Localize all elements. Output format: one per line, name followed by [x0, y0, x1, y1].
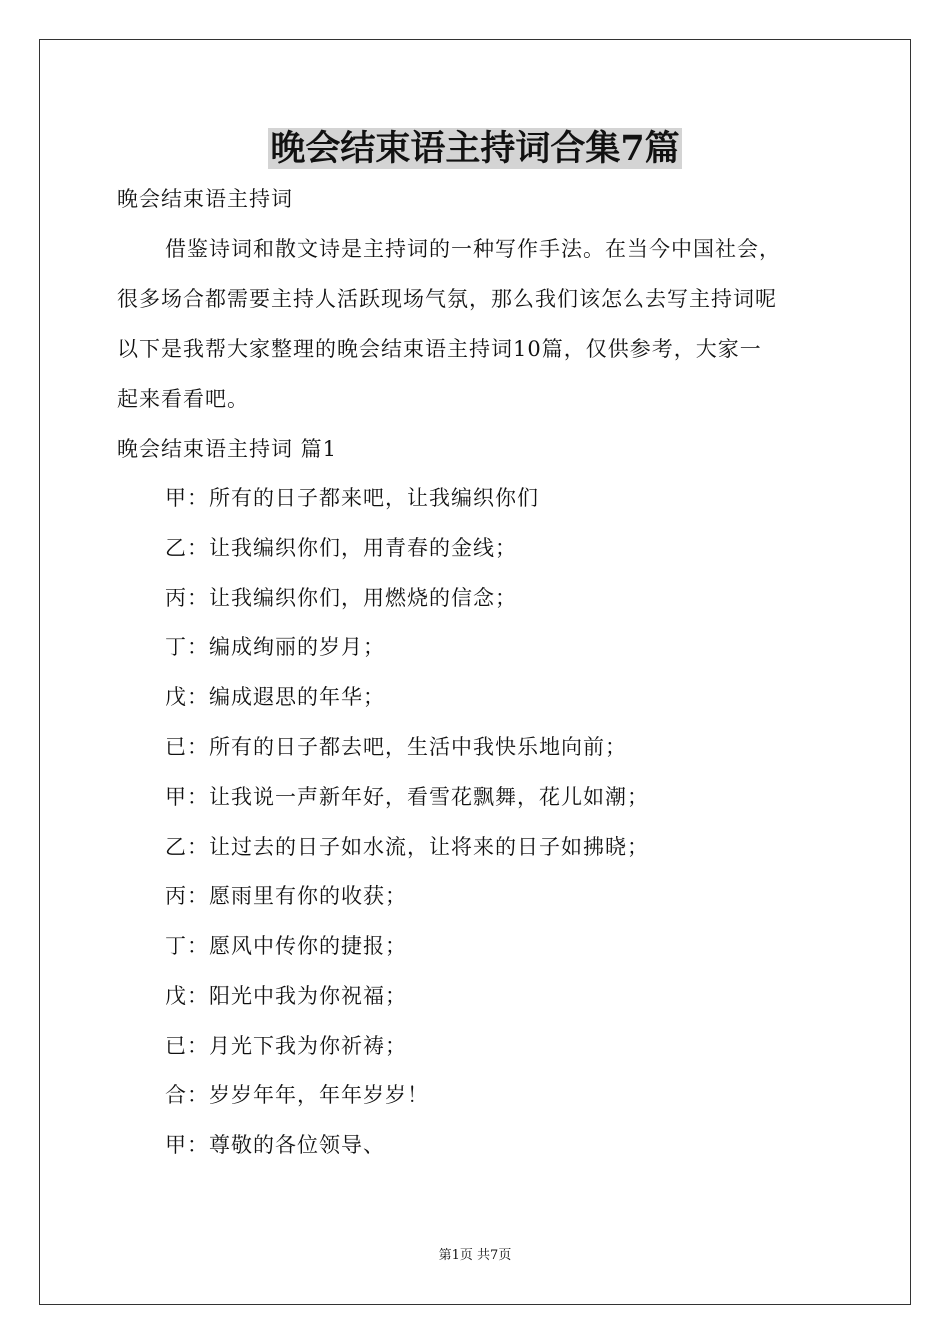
script-line-11: 戊：阳光中我为你祝福；: [165, 984, 407, 1008]
script-line-10: 丁：愿风中传你的捷报；: [165, 934, 407, 958]
script-line-12: 已：月光下我为你祈祷；: [165, 1034, 407, 1058]
intro-paragraph-line-4: 起来看看吧。: [117, 387, 249, 411]
script-line-6: 已：所有的日子都去吧，生活中我快乐地向前；: [165, 735, 627, 759]
script-line-8: 乙：让过去的日子如水流，让将来的日子如拂晓；: [165, 835, 649, 859]
script-line-3: 丙：让我编织你们，用燃烧的信念；: [165, 586, 517, 610]
script-line-14: 甲：尊敬的各位领导、: [165, 1133, 385, 1157]
script-line-9: 丙：愿雨里有你的收获；: [165, 884, 407, 908]
intro-paragraph-line-1: 借鉴诗词和散文诗是主持词的一种写作手法。在当今中国社会，: [165, 237, 781, 261]
intro-paragraph-line-2: 很多场合都需要主持人活跃现场气氛，那么我们该怎么去写主持词呢: [117, 287, 777, 311]
page-number-footer: 第1页 共7页: [438, 1248, 512, 1263]
intro-heading: 晚会结束语主持词: [117, 187, 293, 211]
script-line-13: 合：岁岁年年，年年岁岁！: [165, 1083, 429, 1107]
script-line-5: 戊：编成遐思的年华；: [165, 685, 385, 709]
section-heading: 晚会结束语主持词 篇1: [117, 437, 338, 461]
script-line-4: 丁：编成绚丽的岁月；: [165, 635, 385, 659]
intro-paragraph-line-3: 以下是我帮大家整理的晚会结束语主持词10篇，仅供参考，大家一: [117, 337, 762, 361]
document-title-text: 晚会结束语主持词合集7篇: [270, 128, 680, 169]
document-title: [0, 124, 950, 174]
script-line-7: 甲：让我说一声新年好，看雪花飘舞，花儿如潮；: [165, 785, 649, 809]
script-line-2: 乙：让我编织你们，用青春的金线；: [165, 536, 517, 560]
script-line-1: 甲：所有的日子都来吧，让我编织你们: [165, 486, 539, 510]
page-border: [39, 39, 911, 1305]
